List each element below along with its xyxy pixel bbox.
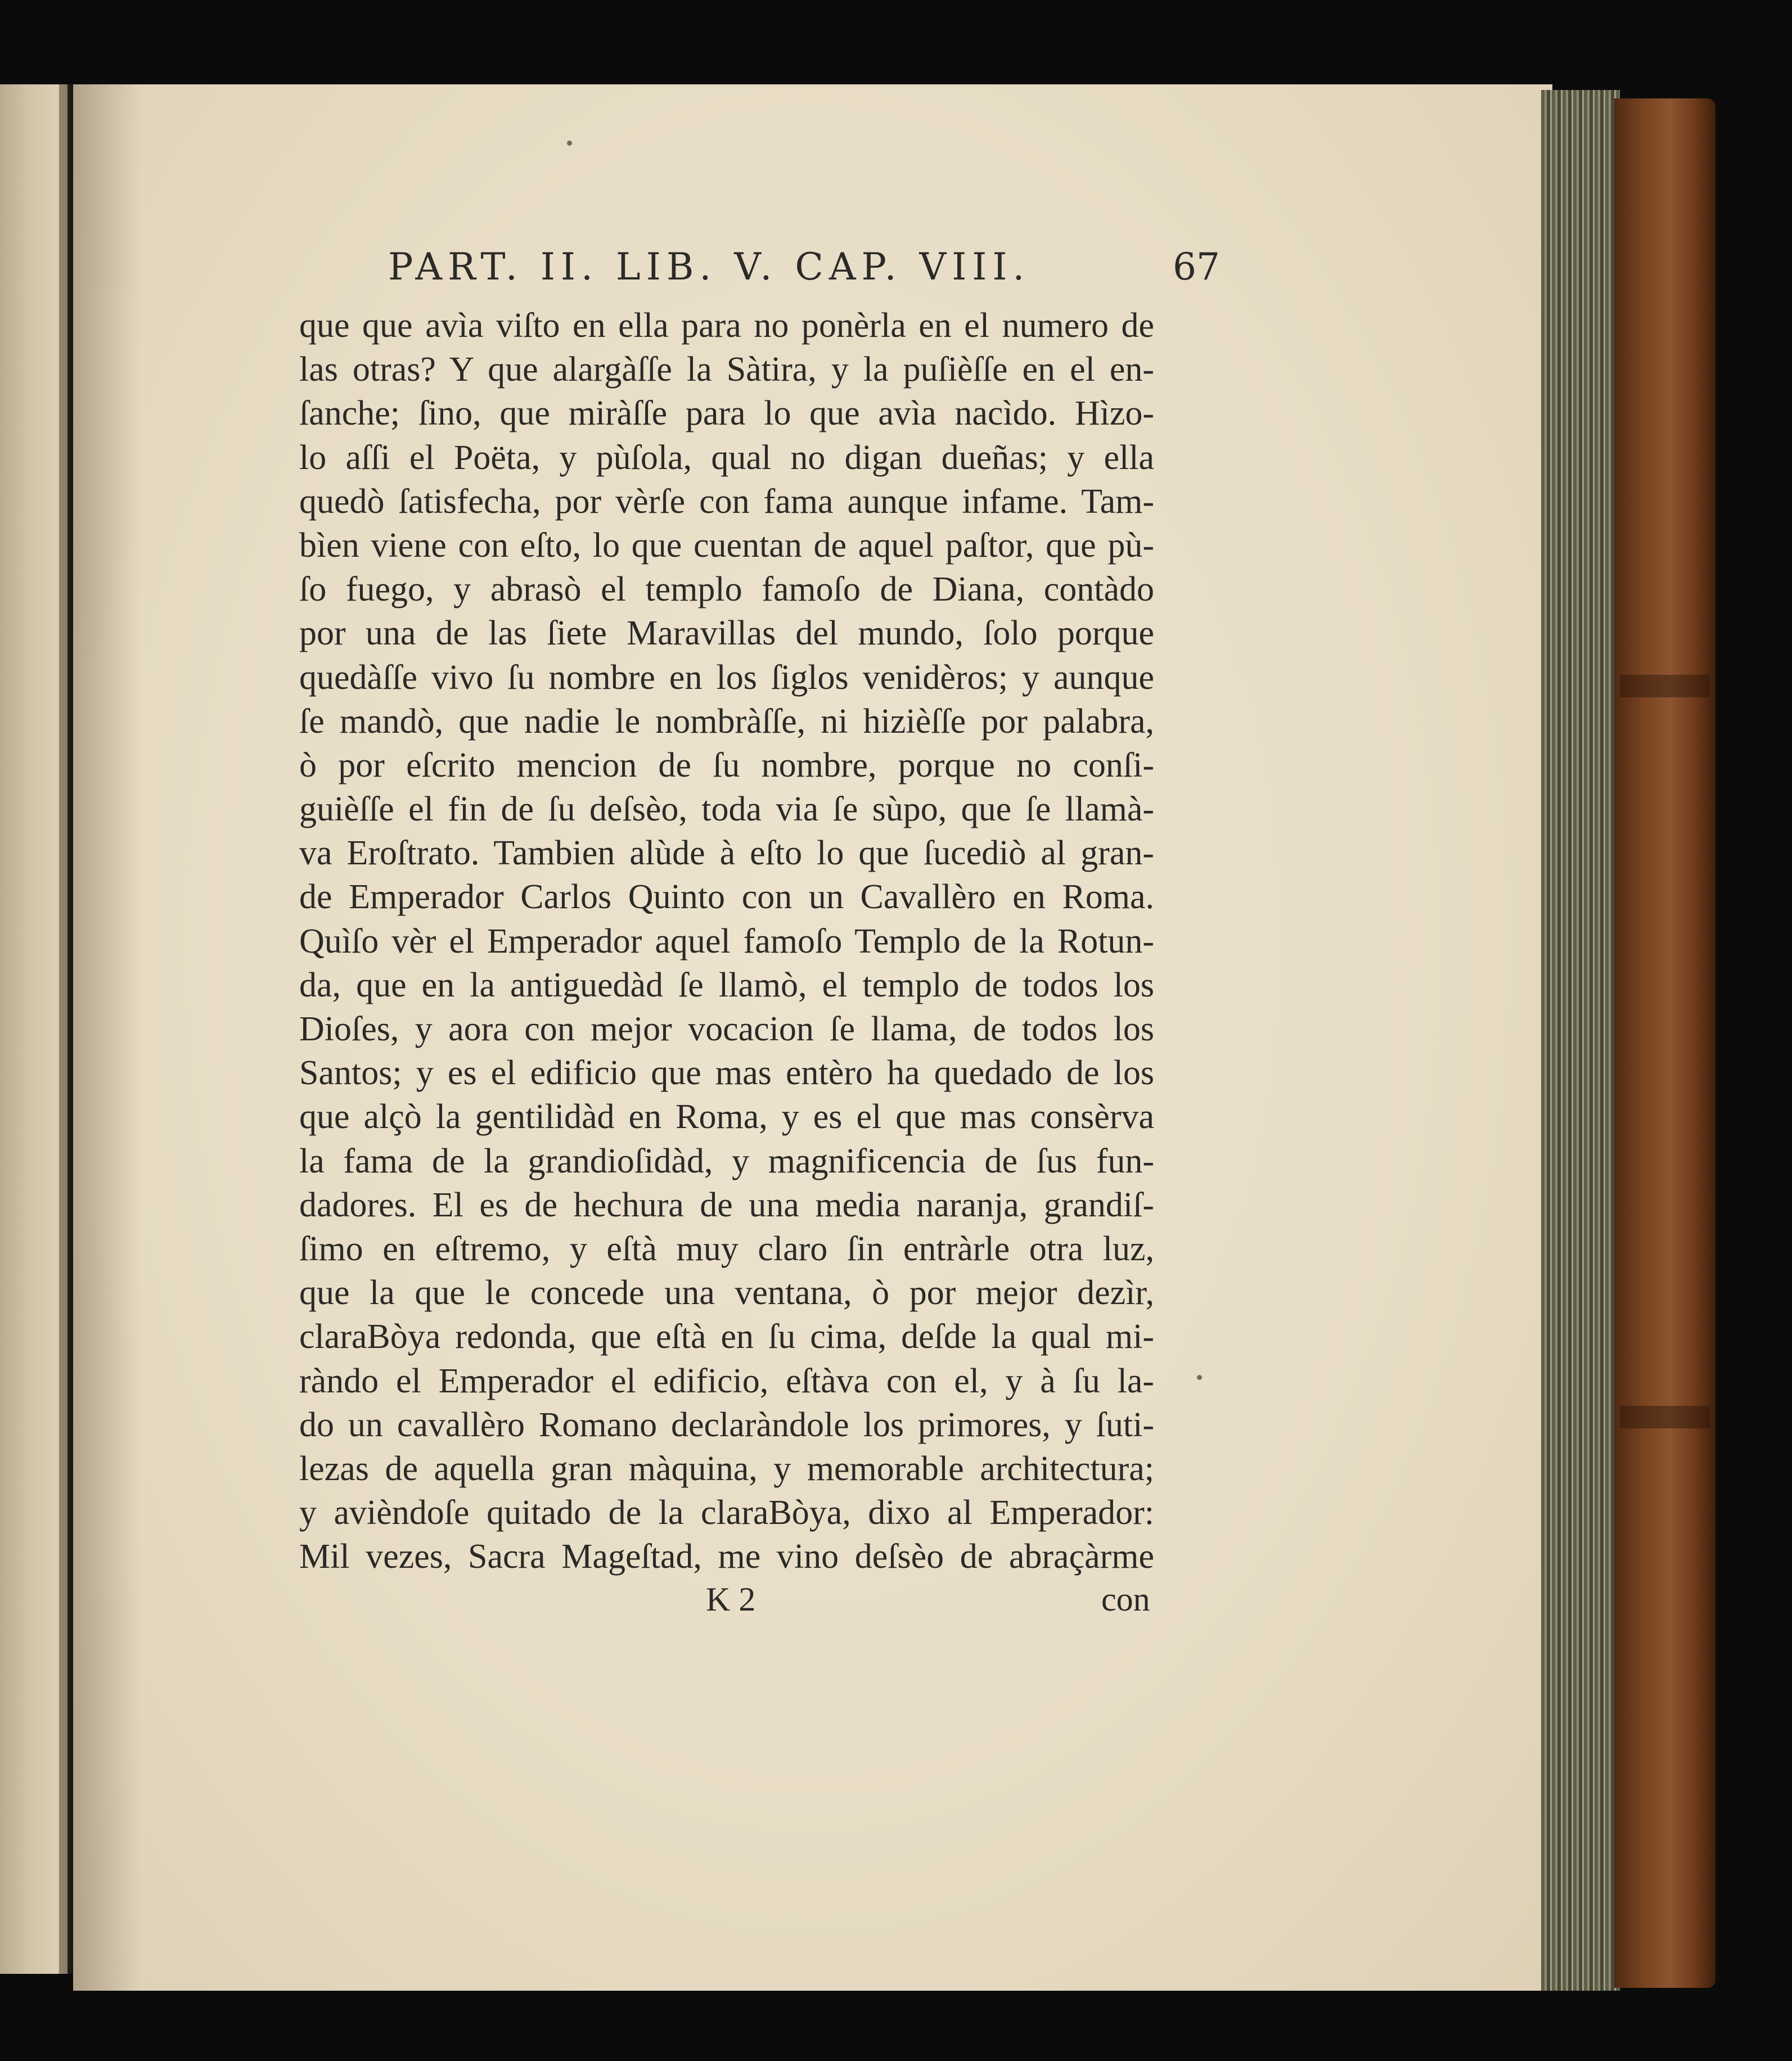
- running-head: PART. II. LIB. V. CAP. VIII.: [388, 245, 1030, 288]
- text-line: que la que le concede una ventana, ò por mejor dezìr,: [299, 1274, 1154, 1313]
- text-line: lezas de aquella gran màquina, y memorable architectura;: [299, 1449, 1154, 1488]
- text-line: va Eroſtrato. Tambien alùde à eſto lo que ſucediò al gran-: [299, 834, 1154, 873]
- text-line: ràndo el Emperador el edificio, eſtàva con el, y à ſu la-: [299, 1361, 1154, 1400]
- facing-page-edge: [0, 84, 67, 1974]
- text-line: Quìſo vèr el Emperador aquel famoſo Templo de la Rotun-: [299, 922, 1154, 960]
- text-line: que que avìa viſto en ella para no ponèrla en el numero de: [299, 306, 1154, 345]
- text-line: quedò ſatisfecha, por vèrſe con fama aunque infame. Tam-: [299, 482, 1154, 521]
- text-line: claraBòya redonda, que eſtà en ſu cima, deſde la qual mi-: [299, 1318, 1154, 1356]
- text-line: da, que en la antiguedàd ſe llamò, el templo de todos los: [299, 966, 1154, 1004]
- page-number: 67: [1173, 245, 1220, 288]
- cover-band: [1620, 1406, 1710, 1428]
- gutter-shadow: [73, 84, 141, 1991]
- text-line: lo aſſi el Poëta, y pùſola, qual no digan dueñas; y ella: [299, 438, 1154, 477]
- text-line: dadores. El es de hechura de una media naranja, grandiſ-: [299, 1185, 1154, 1224]
- text-line: bìen viene con eſto, lo que cuentan de aquel paſtor, que pù-: [299, 526, 1154, 565]
- text-line: Santos; y es el edificio que mas entèro ha quedado de los: [299, 1054, 1154, 1093]
- body-text: [299, 304, 1154, 1579]
- text-line: guièſſe el fin de ſu deſsèo, toda via ſe sùpo, que ſe llamà-: [299, 790, 1154, 829]
- text-line: por una de las ſiete Maravillas del mundo, ſolo porque: [299, 614, 1154, 653]
- text-line: ſo fuego, y abrasò el templo famoſo de Diana, contàdo: [299, 570, 1154, 609]
- text-line: ſe mandò, que nadie le nombràſſe, ni hizièſſe por palabra,: [299, 702, 1154, 741]
- text-line: ſanche; ſino, que miràſſe para lo que avìa nacìdo. Hìzo-: [299, 394, 1154, 433]
- leather-cover: [1614, 98, 1716, 1988]
- text-line: las otras? Y que alargàſſe la Sàtira, y la puſièſſe en el en-: [299, 350, 1154, 389]
- text-line: ò por eſcrito mencion de ſu nombre, porque no conſi-: [299, 746, 1154, 784]
- page-edges: [1541, 90, 1620, 1991]
- text-line: ſimo en eſtremo, y eſtà muy claro ſin entràrle otra luz,: [299, 1229, 1154, 1268]
- cover-band: [1620, 675, 1710, 697]
- paper-speck: [567, 141, 572, 146]
- text-line: la fama de la grandioſidàd, y magnificencia de ſus fun-: [299, 1142, 1154, 1180]
- text-line: quedàſſe vivo ſu nombre en los ſiglos venidèros; y aunque: [299, 658, 1154, 697]
- text-line: do un cavallèro Romano declaràndole los primores, y ſuti-: [299, 1405, 1154, 1444]
- text-line: de Emperador Carlos Quinto con un Cavallèro en Roma.: [299, 878, 1154, 917]
- paper-speck: [1197, 1375, 1202, 1380]
- catchword: con: [1101, 1581, 1150, 1618]
- signature-mark: K 2: [706, 1581, 756, 1618]
- text-line: Mil vezes, Sacra Mageſtad, me vino deſsèo de abraçàrme: [299, 1537, 1154, 1576]
- text-line: Dioſes, y aora con mejor vocacion ſe llama, de todos los: [299, 1010, 1154, 1048]
- text-line: que alçò la gentilidàd en Roma, y es el que mas consèrva: [299, 1098, 1154, 1137]
- text-line: y avièndoſe quitado de la claraBòya, dixo al Emperador:: [299, 1494, 1154, 1532]
